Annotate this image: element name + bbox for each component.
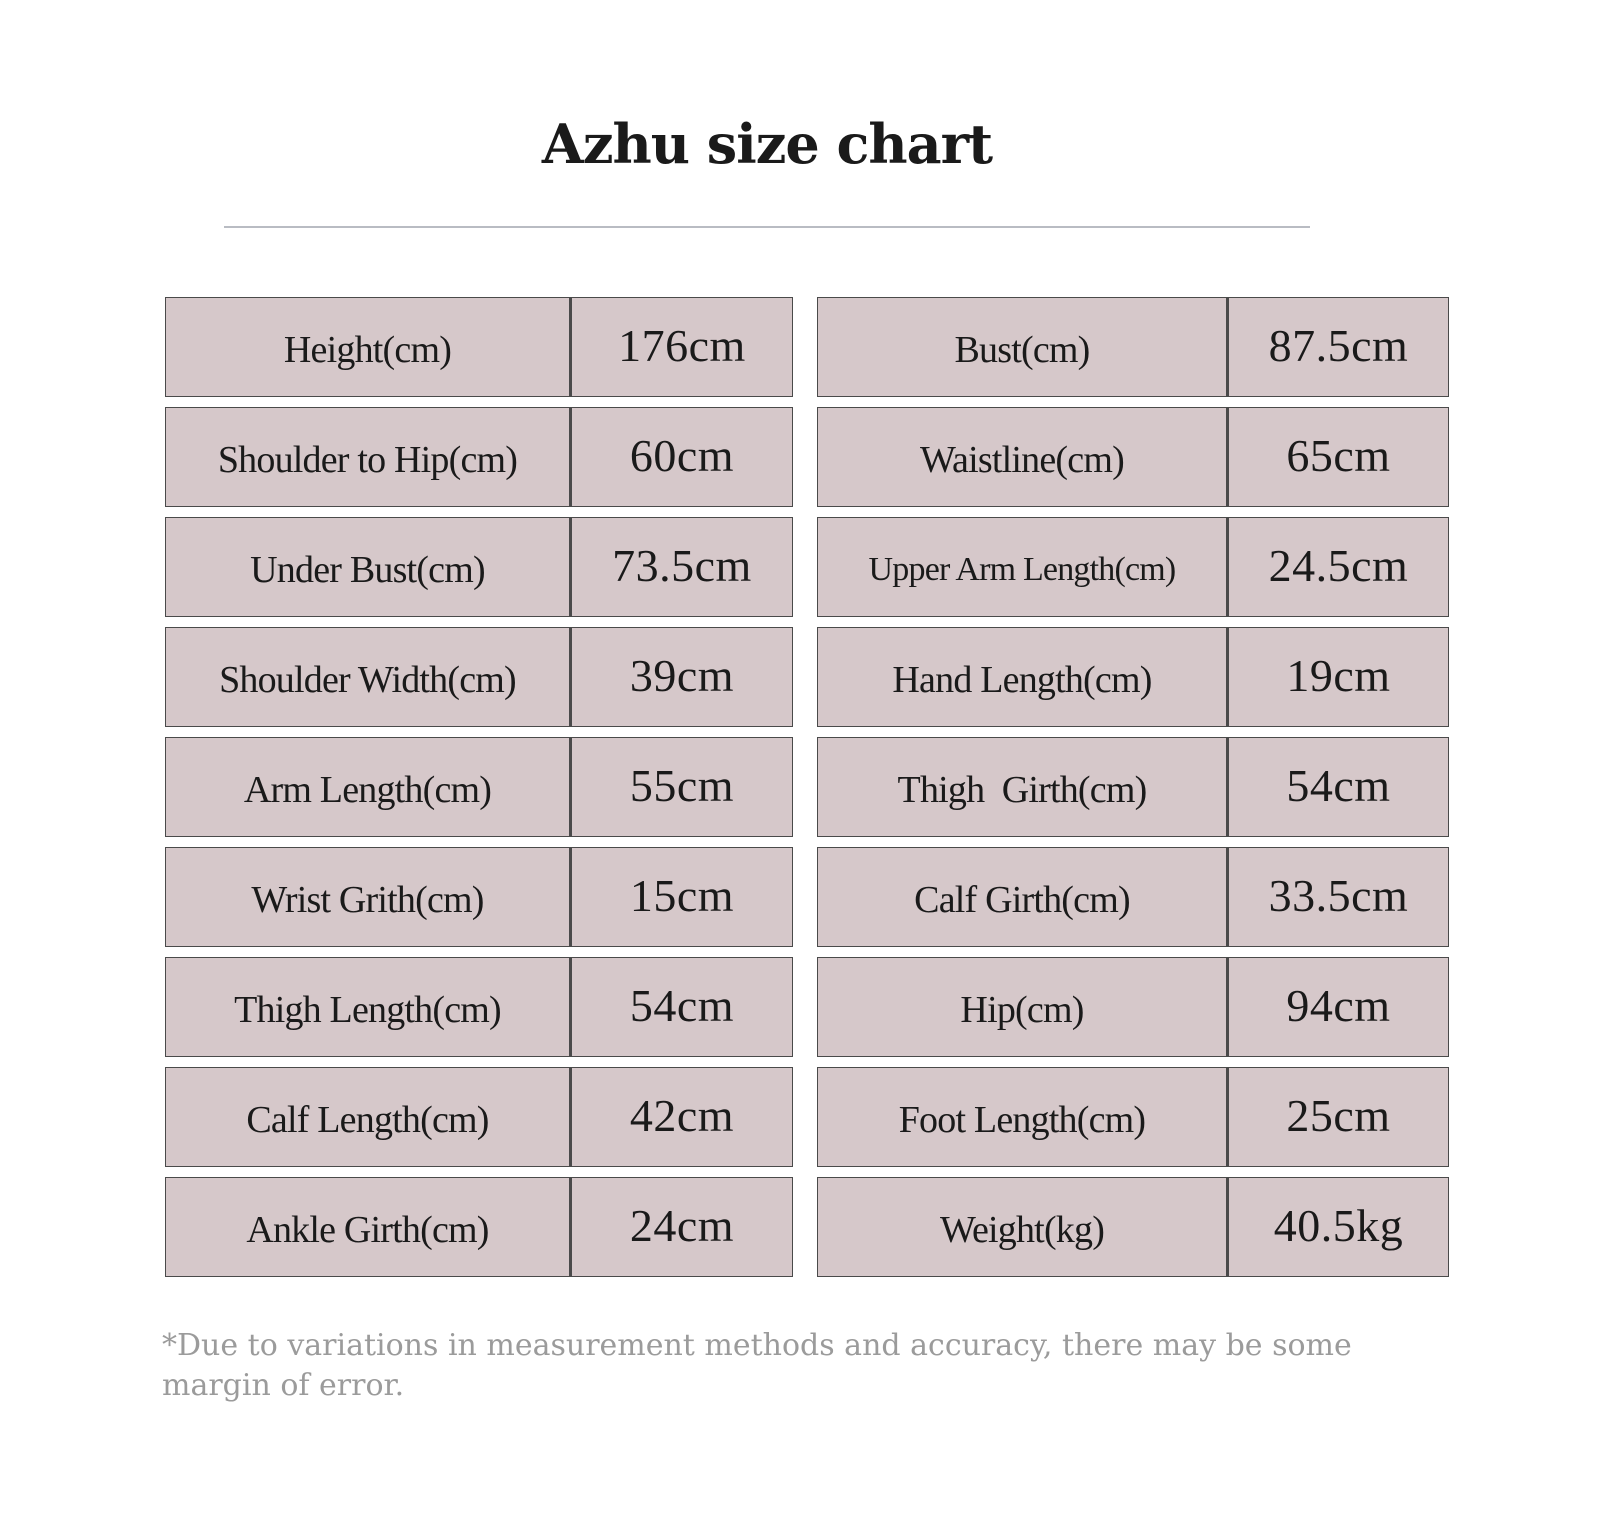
page-title: Azhu size chart (541, 112, 993, 176)
measurement-value: 33.5cm (1227, 847, 1449, 947)
measurement-value: 24cm (570, 1177, 793, 1277)
measurement-label: Bust(cm) (817, 297, 1227, 397)
measurement-label: Weight(kg) (817, 1177, 1227, 1277)
table-row (165, 1177, 793, 1277)
measurement-value: 176cm (570, 297, 793, 397)
table-row (817, 1067, 1449, 1167)
table-row (817, 517, 1449, 617)
measurement-value: 55cm (570, 737, 793, 837)
measurement-label: Ankle Girth(cm) (165, 1177, 570, 1277)
measurement-label: Arm Length(cm) (165, 737, 570, 837)
measurement-value: 54cm (1227, 737, 1449, 837)
table-row (817, 737, 1449, 837)
table-row (165, 847, 793, 947)
measurement-label: Hand Length(cm) (817, 627, 1227, 727)
title-divider (224, 226, 1310, 228)
measurement-label: Height(cm) (165, 297, 570, 397)
measurement-label: Thigh Girth(cm) (817, 737, 1227, 837)
size-table-left (165, 297, 793, 1287)
table-row (817, 297, 1449, 397)
measurement-value: 65cm (1227, 407, 1449, 507)
measurement-label: Calf Girth(cm) (817, 847, 1227, 947)
measurement-value: 54cm (570, 957, 793, 1057)
measurement-label: Waistline(cm) (817, 407, 1227, 507)
measurement-label: Under Bust(cm) (165, 517, 570, 617)
measurement-label: Shoulder Width(cm) (165, 627, 570, 727)
table-row (165, 737, 793, 837)
table-row (165, 407, 793, 507)
measurement-label: Shoulder to Hip(cm) (165, 407, 570, 507)
measurement-value: 42cm (570, 1067, 793, 1167)
table-row (817, 1177, 1449, 1277)
measurement-value: 25cm (1227, 1067, 1449, 1167)
measurement-label: Hip(cm) (817, 957, 1227, 1057)
measurement-value: 60cm (570, 407, 793, 507)
measurement-disclaimer: *Due to variations in measurement methods and accuracy, there may be some margin of error. (162, 1328, 1352, 1403)
table-row (817, 407, 1449, 507)
measurement-value: 15cm (570, 847, 793, 947)
measurement-value: 40.5kg (1227, 1177, 1449, 1277)
measurement-label: Calf Length(cm) (165, 1067, 570, 1167)
measurement-label: Foot Length(cm) (817, 1067, 1227, 1167)
measurement-value: 87.5cm (1227, 297, 1449, 397)
table-row (165, 957, 793, 1057)
measurement-label: Upper Arm Length(cm) (817, 517, 1227, 617)
measurement-value: 39cm (570, 627, 793, 727)
measurement-label: Thigh Length(cm) (165, 957, 570, 1057)
measurement-label: Wrist Grith(cm) (165, 847, 570, 947)
size-table-right (817, 297, 1449, 1287)
table-row (817, 847, 1449, 947)
measurement-value: 24.5cm (1227, 517, 1449, 617)
measurement-value: 94cm (1227, 957, 1449, 1057)
table-row (817, 957, 1449, 1057)
table-row (817, 627, 1449, 727)
measurement-value: 73.5cm (570, 517, 793, 617)
table-row (165, 517, 793, 617)
measurement-value: 19cm (1227, 627, 1449, 727)
table-row (165, 297, 793, 397)
table-row (165, 1067, 793, 1167)
table-row (165, 627, 793, 727)
